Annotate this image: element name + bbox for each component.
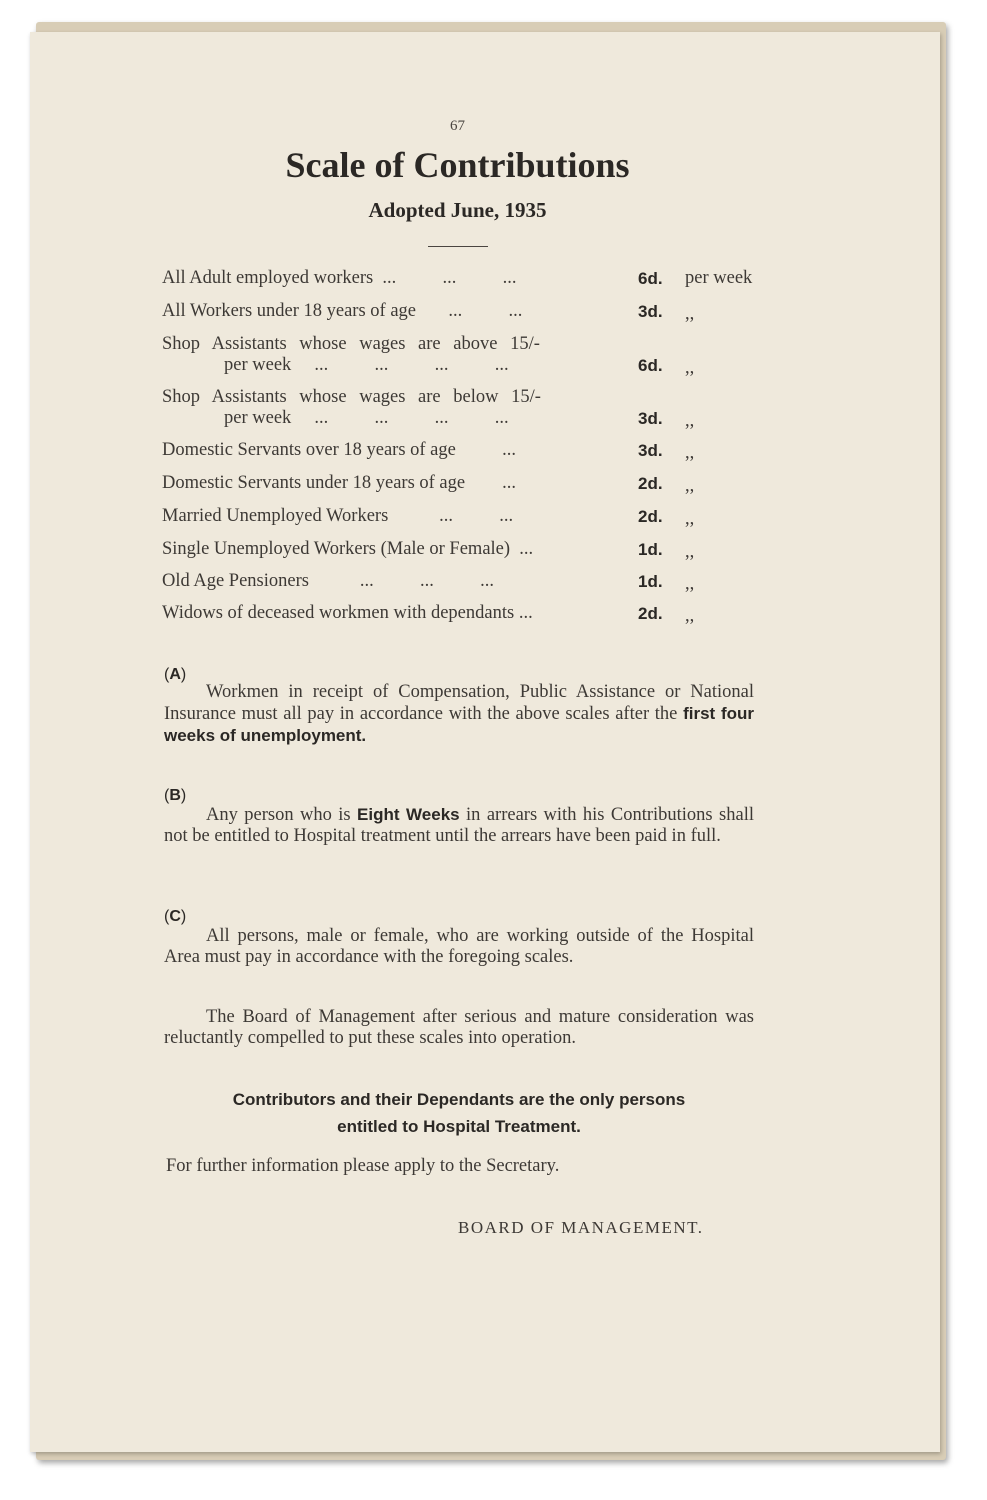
row-amount: 3d. (638, 302, 663, 321)
contribution-row (162, 301, 762, 322)
note-c-tag: (C) (164, 908, 187, 925)
row-amount: 3d. (638, 409, 663, 428)
contribution-row (162, 387, 762, 429)
row-amount: 6d. (638, 356, 663, 375)
row-amount: 2d. (638, 507, 663, 526)
page-subtitle: Adopted June, 1935 (368, 198, 547, 222)
row-label: Old Age Pensioners ... ... ... (162, 571, 494, 591)
row-unit: ,, (685, 574, 695, 594)
row-label-continued: per week ... ... ... ... (224, 408, 509, 428)
note-b-tag: (B) (164, 787, 187, 804)
row-label: Shop Assistants whose wages are below 15/- (162, 387, 541, 407)
further-info: For further information please apply to the Secretary. (166, 1156, 560, 1176)
row-unit: ,, (685, 542, 695, 562)
row-amount: 2d. (638, 604, 663, 623)
row-label-continued: per week ... ... ... ... (224, 355, 509, 375)
contribution-row (162, 473, 762, 494)
contribution-row (162, 603, 762, 624)
row-label: Shop Assistants whose wages are above 15/- (162, 334, 540, 354)
contribution-row (162, 440, 762, 461)
row-unit: ,, (685, 443, 695, 463)
row-label: All Adult employed workers ... ... ... (162, 268, 517, 288)
note-a-tag: (A) (164, 666, 187, 683)
row-unit: ,, (685, 304, 695, 324)
contribution-row (162, 506, 762, 527)
note-a-text: Workmen in receipt of Compensation, Public Assistance or National Insurance must all pay in accordance with the above scales after the first four weeks of unemployment. (164, 682, 754, 745)
row-unit: ,, (685, 509, 695, 529)
note-b-text: Any person who is Eight Weeks in arrears with his Contributions shall not be entitled to Hospital treatment until the arrears have been paid in full. (164, 805, 754, 846)
page-title: Scale of Contributions (285, 145, 630, 185)
row-amount: 2d. (638, 474, 663, 493)
row-unit: ,, (685, 411, 695, 431)
page-number: 67 (450, 118, 465, 134)
row-amount: 1d. (638, 540, 663, 559)
contribution-row (162, 539, 762, 560)
row-unit: ,, (685, 358, 695, 378)
emphasis-line: entitled to Hospital Treatment. (337, 1117, 581, 1136)
row-label: All Workers under 18 years of age ... ... (162, 301, 523, 321)
board-statement: The Board of Management after serious and mature consideration was reluctantly compelled to put these scales into operation. (164, 1007, 754, 1048)
row-amount: 1d. (638, 572, 663, 591)
row-unit: ,, (685, 606, 695, 626)
row-label: Married Unemployed Workers ... ... (162, 506, 514, 526)
document-page (30, 32, 940, 1452)
signature: BOARD OF MANAGEMENT. (458, 1218, 704, 1237)
row-label: Domestic Servants over 18 years of age ... (162, 440, 516, 460)
row-amount: 6d. (638, 269, 663, 288)
contribution-row (162, 334, 762, 376)
row-unit: per week (685, 268, 753, 288)
contribution-row (162, 268, 762, 289)
row-label: Widows of deceased workmen with dependants ... (162, 603, 533, 623)
row-unit: ,, (685, 476, 695, 496)
row-label: Domestic Servants under 18 years of age ... (162, 473, 516, 493)
contribution-row (162, 571, 762, 592)
note-c-text: All persons, male or female, who are working outside of the Hospital Area must pay in accordance with the foregoing scales. (164, 926, 754, 967)
emphasis-line: Contributors and their Dependants are the only persons (232, 1090, 686, 1109)
title-divider (428, 246, 488, 247)
row-label: Single Unemployed Workers (Male or Female) ... (162, 539, 534, 559)
emphasis-statement (164, 1086, 754, 1140)
row-amount: 3d. (638, 441, 663, 460)
